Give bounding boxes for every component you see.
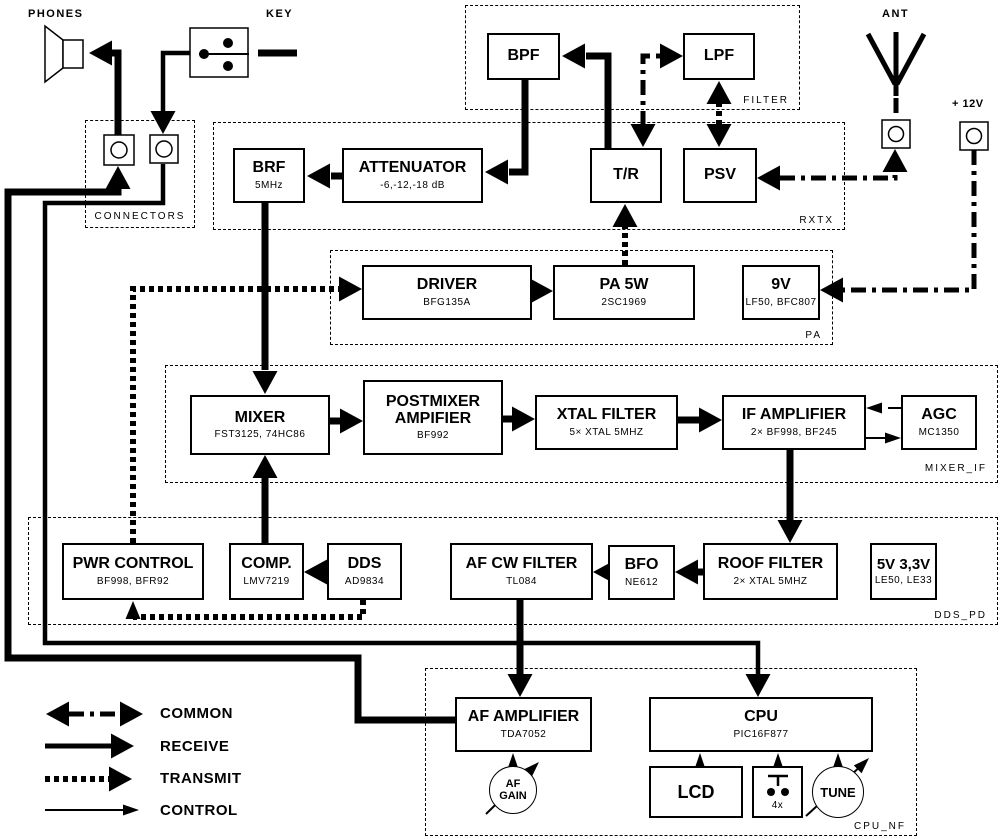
arrow-into-xtal: [512, 407, 535, 432]
morse-key-icon: [190, 28, 297, 77]
ant-connector-jack-icon: [882, 120, 910, 148]
block-title: BRF: [252, 159, 286, 177]
block-subtitle: TDA7052: [500, 728, 547, 740]
arrow-into-mixer-top: [253, 371, 278, 394]
block-subtitle: 2SC1969: [601, 296, 647, 308]
arrow-into-psv-top: [707, 124, 732, 147]
arrow-into-pwr-bottom: [126, 601, 141, 619]
arrow-ifamp-to-agc: [885, 433, 901, 444]
block-af-cw-filter: [450, 543, 593, 600]
block-subtitle: AD9834: [344, 575, 385, 587]
block-subtitle: 2× BF998, BF245: [750, 426, 838, 438]
key-connector-jack-icon: [150, 135, 178, 163]
legend-receive-arrow: [111, 734, 134, 759]
tune-label: TUNE: [820, 784, 856, 800]
block-subtitle: MC1350: [918, 426, 960, 438]
group-label-dds-pd: DDS_PD: [934, 610, 987, 621]
group-label-connectors: CONNECTORS: [94, 211, 186, 222]
arrow-into-afamp: [508, 674, 533, 697]
arrow-into-roof: [778, 520, 803, 543]
block-title: AF AMPLIFIER: [467, 708, 580, 726]
block-postmixer-amplifier: [363, 380, 503, 455]
legend-common-label: COMMON: [160, 705, 233, 722]
wire-dds-to-pwr: [133, 600, 363, 617]
block-title: T/R: [613, 166, 639, 184]
block-xtal-filter: [535, 395, 678, 450]
arrow-into-key-jack: [151, 111, 176, 134]
block-title: ROOF FILTER: [717, 555, 824, 573]
block-subtitle: PIC16F877: [733, 728, 789, 740]
arrow-into-mixer-bottom: [253, 455, 278, 478]
block-comparator: [229, 543, 304, 600]
block-attenuator: [342, 148, 483, 203]
block-subtitle: BF998, BFR92: [96, 575, 170, 587]
arrow-into-brf: [307, 164, 330, 189]
block-brf: [233, 148, 305, 203]
block-mixer: [190, 395, 330, 455]
block-title: AF CW FILTER: [465, 555, 578, 573]
block-title: DRIVER: [416, 276, 478, 294]
block-subtitle: FST3125, 74HC86: [214, 429, 306, 441]
legend-receive-label: RECEIVE: [160, 738, 230, 755]
legend-transmit-arrow: [109, 767, 132, 792]
arrow-into-lpf-left: [660, 44, 683, 69]
keys-4x-label: 4x: [771, 800, 784, 811]
block-subtitle: -6,-12,-18 dB: [380, 179, 445, 191]
arrow-into-psv-right: [757, 166, 780, 191]
block-title: BPF: [507, 47, 540, 65]
arrow-into-cpu: [746, 674, 771, 697]
block-subtitle: BF992: [417, 430, 449, 442]
block-9v-regulator: [742, 265, 820, 320]
pushbutton-icon: [761, 773, 795, 799]
block-af-amplifier: [455, 697, 592, 752]
block-title: AGC: [921, 406, 957, 424]
wire-tr-to-bpf: [586, 56, 608, 148]
block-roof-filter: [703, 543, 838, 600]
block-bpf: [487, 33, 560, 80]
block-title: POSTMIXER AMPIFIER: [385, 392, 481, 427]
ant-label: ANT: [882, 8, 910, 20]
arrow-into-postmixer: [340, 409, 363, 434]
legend-common-arrow-left: [46, 702, 69, 727]
af-gain-label: AF GAIN: [499, 777, 527, 802]
wire-phones-jack-to-speaker: [111, 53, 118, 135]
tune-knob: [812, 766, 864, 818]
arrow-into-bpf: [562, 44, 585, 69]
block-title: PA 5W: [599, 276, 649, 294]
block-title: 5V 3,3V: [876, 555, 931, 573]
legend-control-arrow: [123, 805, 139, 816]
block-subtitle: TL084: [506, 575, 537, 587]
block-subtitle: 5MHz: [254, 179, 284, 191]
block-psv: [683, 148, 757, 203]
block-title: ATTENUATOR: [358, 159, 467, 177]
arrow-into-tr-top: [631, 124, 656, 147]
antenna-icon: [868, 32, 924, 96]
legend-common-arrow-right: [120, 702, 143, 727]
block-subtitle: LE50, LE33: [874, 575, 933, 587]
block-pa-5w: [553, 265, 695, 320]
block-subtitle: BFG135A: [423, 296, 471, 308]
block-title: MIXER: [234, 408, 286, 426]
block-title: LCD: [677, 781, 715, 802]
block-subtitle: NE612: [624, 576, 659, 588]
wire-key-to-jack: [163, 53, 190, 111]
block-tr-switch: [590, 148, 662, 203]
wire-tr-lpf-common: [643, 56, 661, 126]
wire-12v-to-9v: [842, 150, 974, 290]
arrow-into-driver: [339, 277, 362, 302]
supply-connector-jack-icon: [960, 122, 988, 150]
block-lcd: [649, 766, 743, 818]
arrow-into-pa5w: [530, 279, 553, 304]
block-lpf: [683, 33, 755, 80]
af-gain-knob: [489, 766, 537, 814]
group-label-filter: FILTER: [743, 95, 789, 106]
arrow-into-9v: [820, 278, 843, 303]
block-keys-4x: [752, 766, 803, 818]
arrow-into-attenuator: [485, 160, 508, 185]
block-pwr-control: [62, 543, 204, 600]
group-label-pa: PA: [805, 330, 822, 341]
speaker-icon: [45, 26, 83, 82]
block-5v-3v3-regulator: [870, 543, 937, 600]
block-subtitle: 2× XTAL 5MHZ: [733, 575, 808, 587]
legend-control-label: CONTROL: [160, 802, 238, 819]
block-bfo: [608, 545, 675, 600]
block-title: IF AMPLIFIER: [741, 406, 847, 424]
supply-12v-label: + 12V: [952, 98, 984, 110]
block-if-amplifier: [722, 395, 866, 450]
arrow-into-lpf-bottom: [707, 81, 732, 104]
phones-connector-jack-icon: [104, 135, 134, 165]
arrow-into-ifamp: [699, 408, 722, 433]
group-label-cpu-nf: CPU_NF: [853, 821, 906, 832]
group-label-mixer-if: MIXER_IF: [924, 463, 987, 474]
block-subtitle: LF50, BFC807: [745, 296, 817, 308]
block-title: XTAL FILTER: [556, 406, 657, 424]
arrow-into-bfo: [675, 560, 698, 585]
block-subtitle: LMV7219: [243, 575, 290, 587]
arrow-into-speaker: [89, 41, 112, 66]
key-label: KEY: [266, 8, 294, 20]
arrow-into-ant-jack: [883, 149, 908, 172]
block-title: PWR CONTROL: [72, 555, 194, 573]
phones-label: PHONES: [28, 8, 84, 20]
block-agc: [901, 395, 977, 450]
block-dds: [327, 543, 402, 600]
block-title: LPF: [703, 47, 735, 65]
block-driver: [362, 265, 532, 320]
wire-bpf-to-attenuator: [509, 80, 525, 172]
block-title: PSV: [703, 166, 736, 184]
block-title: COMP.: [241, 555, 292, 573]
block-subtitle: 5× XTAL 5MHZ: [569, 426, 644, 438]
legend-transmit-label: TRANSMIT: [160, 770, 242, 787]
block-cpu: [649, 697, 873, 752]
block-title: DDS: [347, 555, 382, 573]
wire-psv-ant-common: [780, 172, 895, 178]
group-label-rxtx: RXTX: [799, 215, 834, 226]
arrow-into-tr-bottom: [613, 204, 638, 227]
arrow-agc-to-ifamp: [866, 403, 882, 414]
block-title: BFO: [624, 556, 659, 574]
block-title: 9V: [771, 276, 791, 294]
block-title: CPU: [744, 708, 778, 726]
arrow-into-comp: [304, 560, 327, 585]
arrow-into-phones-jack: [106, 166, 131, 189]
